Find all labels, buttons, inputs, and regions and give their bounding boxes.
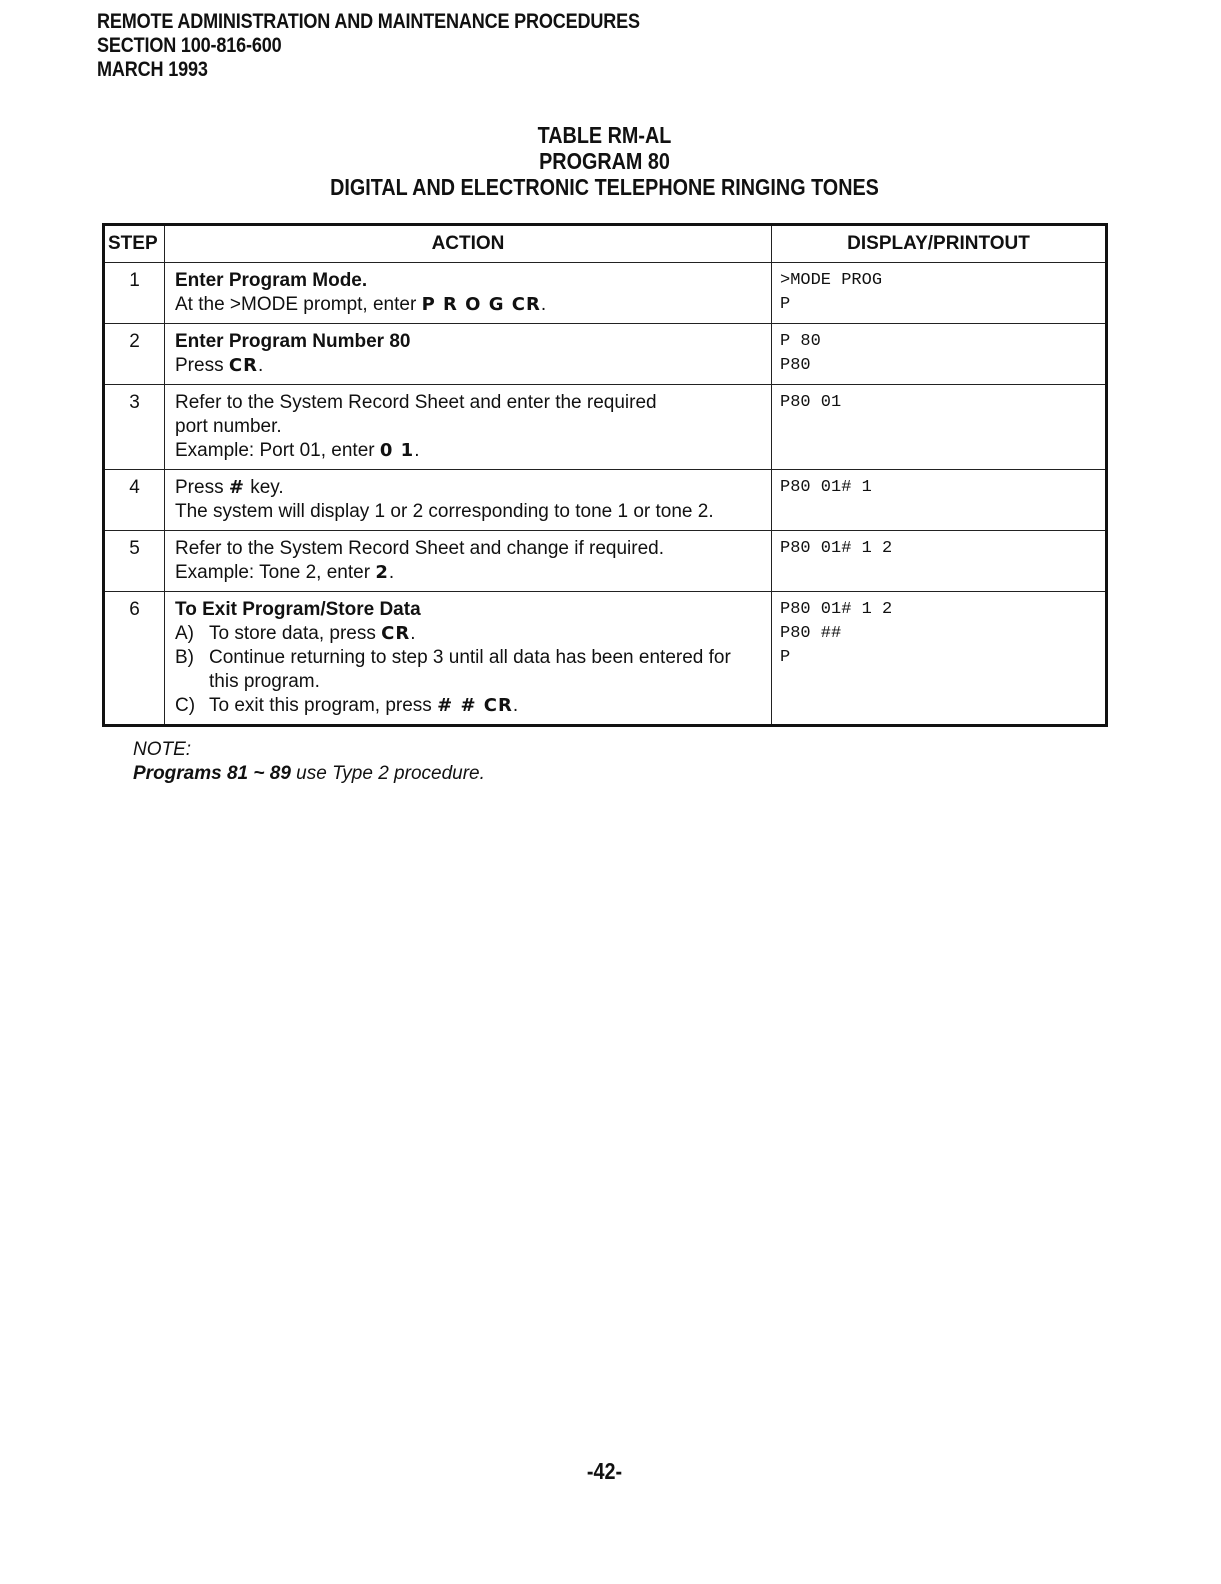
display-line: >MODE PROG [780,271,883,290]
action-cell [165,263,772,324]
action-text: To exit this program, press [209,695,438,716]
display-line: P80 01# 1 2 [780,539,893,558]
punctuation: . [388,562,395,583]
page-number-text: -42- [586,1458,623,1484]
display-cell [772,470,1107,531]
key-sequence: CR [381,623,411,644]
action-cell [165,470,772,531]
page-number [0,1458,1209,1485]
display-line: P [780,648,791,667]
key-sequence: 0 1 [379,440,415,461]
table-row [104,385,1107,470]
document-header [97,10,640,82]
punctuation: . [257,355,264,376]
display-line: P80 01 [780,393,842,412]
action-text: Press [175,355,229,376]
action-title: Enter Program Mode. [175,270,368,291]
action-line: Refer to the System Record Sheet and change if required. [175,538,664,559]
punctuation: . [414,440,420,461]
display-line: P80 [780,356,811,375]
table-row [104,592,1107,726]
substep-a [175,622,763,646]
action-title: Enter Program Number 80 [175,331,411,352]
action-text: Continue returning to step 3 until all data has been entered for this program. [209,647,731,692]
note-text [133,762,485,786]
action-text: Example: Tone 2, enter [175,562,376,583]
punctuation: . [512,695,519,716]
action-text: key. [244,477,284,498]
display-cell [772,385,1107,470]
substep-b [175,646,763,694]
action-line [175,354,763,378]
action-title: To Exit Program/Store Data [175,599,421,620]
action-cell [165,531,772,592]
action-text: To store data, press [209,623,382,644]
table-row [104,324,1107,385]
substep-label: C) [175,695,196,716]
step-number: 4 [104,470,165,531]
substep-c [175,694,763,718]
action-line [175,293,763,317]
header-line-1: REMOTE ADMINISTRATION AND MAINTENANCE PROCEDURES [97,10,640,33]
note-rest: use Type 2 procedure. [290,763,485,784]
header-display: DISPLAY/PRINTOUT [772,225,1107,263]
table-row [104,470,1107,531]
table-header-row [104,225,1107,263]
punctuation: . [540,294,547,315]
step-number: 1 [104,263,165,324]
action-line [175,439,763,463]
title-line-1: TABLE RM-AL [537,122,672,148]
substep-label: A) [175,623,194,644]
step-number: 2 [104,324,165,385]
display-cell [772,531,1107,592]
step-number: 3 [104,385,165,470]
title-line-2: PROGRAM 80 [539,148,670,174]
action-cell [165,592,772,726]
procedure-table [102,223,1108,727]
punctuation: . [410,623,416,644]
step-number: 6 [104,592,165,726]
key-sequence: P R O G CR [421,294,541,315]
key-sequence: CR [228,355,258,376]
header-line-3: MARCH 1993 [97,58,208,81]
action-line: Refer to the System Record Sheet and enter the required [175,392,657,413]
step-number: 5 [104,531,165,592]
header-line-2: SECTION 100-816-600 [97,34,282,57]
action-text: Example: Port 01, enter [175,440,380,461]
action-line: The system will display 1 or 2 corresponding to tone 1 or tone 2. [175,501,714,522]
table-row [104,531,1107,592]
note [133,738,485,786]
table-title [0,122,1209,200]
action-cell [165,324,772,385]
action-cell [165,385,772,470]
substep-label: B) [175,647,194,668]
action-text: Press [175,477,229,498]
note-bold: Programs 81 ~ 89 [133,763,291,784]
action-line [175,561,763,585]
title-line-3: DIGITAL AND ELECTRONIC TELEPHONE RINGING TONES [330,174,879,200]
action-text: At the >MODE prompt, enter [175,294,422,315]
display-line: P80 01# 1 [780,478,872,497]
display-line: P [780,295,791,314]
header-step: STEP [104,225,165,263]
display-cell [772,592,1107,726]
header-action: ACTION [165,225,772,263]
display-cell [772,324,1107,385]
key-sequence: 2 [375,562,389,583]
table-row [104,263,1107,324]
action-line: port number. [175,416,282,437]
display-line: P80 ## [780,624,842,643]
action-line [175,476,763,500]
display-line: P80 01# 1 2 [780,600,893,619]
note-label: NOTE: [133,739,192,760]
key-sequence: # [228,477,245,498]
key-sequence: # # CR [437,695,513,716]
display-cell [772,263,1107,324]
display-line: P 80 [780,332,821,351]
